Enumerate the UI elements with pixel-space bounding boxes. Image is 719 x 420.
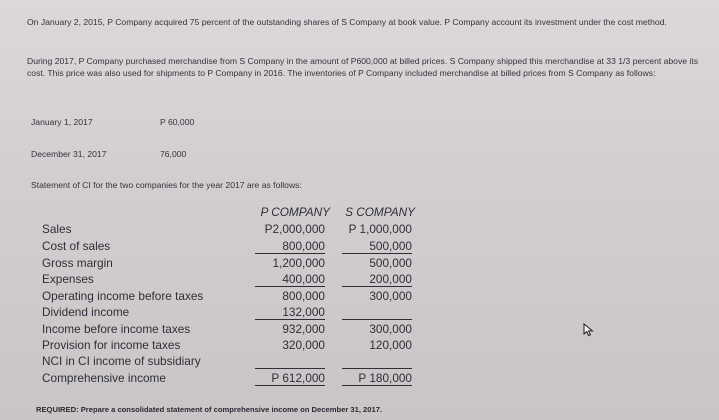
cell-s: P 180,000 <box>342 371 412 386</box>
cell-s: P 1,000,000 <box>348 222 412 236</box>
cell-s: 500,000 <box>369 256 412 270</box>
inventory-amount-1: P 60,000 <box>160 117 195 127</box>
row-label: Gross margin <box>42 256 113 270</box>
cell-s: 120,000 <box>369 338 412 352</box>
row-label: Sales <box>42 222 72 236</box>
cell-s <box>342 305 412 320</box>
inventory-date-1: January 1, 2017 <box>31 117 93 127</box>
during-paragraph: During 2017, P Company purchased merchandise from S Company in the amount of P600,000 at billed prices. S Company shipped this merchandise at 33 1/3 percent above its cost. This price was also used for shipments to P Company in 2016. The inventories of P Company included merchandise at billed prices from S Company as follows: <box>27 56 699 78</box>
row-label: Dividend income <box>42 305 130 319</box>
row-label: Operating income before taxes <box>42 289 204 303</box>
header-p-company: P COMPANY <box>260 205 330 219</box>
cell-p: 320,000 <box>282 338 325 352</box>
cell-s: 200,000 <box>342 272 412 287</box>
cell-s <box>342 354 412 369</box>
inventory-amount-2: 76,000 <box>160 149 187 159</box>
inventory-date-2: December 31, 2017 <box>31 149 107 159</box>
row-label: Comprehensive income <box>42 371 166 385</box>
mouse-pointer-icon <box>583 323 595 342</box>
cell-s: 500,000 <box>342 239 412 254</box>
cell-p: P2,000,000 <box>264 222 325 236</box>
row-label: Expenses <box>42 272 94 286</box>
intro-paragraph: On January 2, 2015, P Company acquired 75 percent of the outstanding shares of S Company at book value. P Company account its investment under the cost method. <box>27 17 667 27</box>
cell-p: 132,000 <box>255 305 325 320</box>
row-label: Income before income taxes <box>42 322 191 336</box>
row-label: NCI in CI income of subsidiary <box>42 354 201 368</box>
cell-p: 400,000 <box>255 272 325 287</box>
row-label: Provision for income taxes <box>42 338 181 352</box>
cell-p: 800,000 <box>282 289 325 303</box>
statement-intro: Statement of CI for the two companies for the year 2017 are as follows: <box>31 180 302 190</box>
cell-s: 300,000 <box>369 322 412 336</box>
cell-p: 932,000 <box>282 322 325 336</box>
cell-p: P 612,000 <box>255 371 325 386</box>
row-label: Cost of sales <box>42 239 111 253</box>
cell-p: 800,000 <box>255 239 325 254</box>
cell-p <box>255 354 325 369</box>
cell-s: 300,000 <box>369 289 412 303</box>
cell-p: 1,200,000 <box>272 256 325 270</box>
header-s-company: S COMPANY <box>345 205 415 219</box>
required-instruction: REQUIRED: Prepare a consolidated statement of comprehensive income on December 31, 2017. <box>36 405 383 414</box>
